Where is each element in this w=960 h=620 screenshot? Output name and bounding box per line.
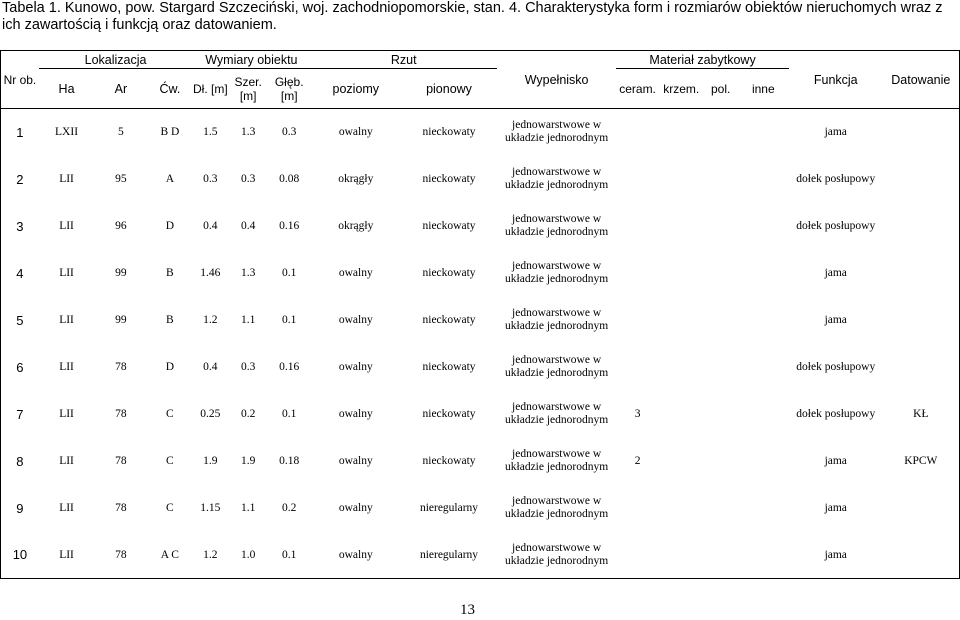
cell-dl: 0.25	[200, 408, 221, 420]
cell-cw: A C	[148, 532, 193, 579]
cell-inne	[738, 203, 789, 250]
cell-ceram	[616, 203, 659, 250]
cell-pionowy: nieckowaty	[422, 361, 476, 373]
cell-krzem	[659, 109, 704, 156]
cell-pionowy: nieckowaty	[422, 220, 476, 232]
cell-dl: 0.3	[203, 173, 218, 185]
col-header-pionowy: pionowy	[401, 69, 497, 109]
cell-poziomy: okrągły	[338, 220, 374, 232]
cell-ha: LII	[59, 314, 74, 326]
col-header-material: Materiał zabytkowy	[616, 51, 789, 69]
cell-nr: 3	[1, 203, 39, 250]
cell-ha: LII	[59, 173, 74, 185]
cell-szer: 0.3	[240, 361, 256, 373]
cell-dl: 0.4	[203, 220, 218, 232]
cell-pol	[704, 344, 738, 391]
cell-gleb: 0.08	[279, 173, 300, 185]
cell-wypelnisko: jednowarstwowe w układzie jednorodnym	[505, 260, 609, 285]
col-header-inne: inne	[738, 69, 789, 109]
cell-cw: A	[165, 173, 175, 185]
cell-szer: 0.4	[240, 220, 256, 232]
cell-dl: 1.2	[192, 532, 228, 579]
cell-ceram	[616, 109, 659, 156]
cell-krzem	[659, 485, 704, 532]
cell-ceram	[616, 250, 659, 297]
cell-inne	[738, 250, 789, 297]
cell-wypelnisko: jednowarstwowe w układzie jednorodnym	[505, 448, 609, 473]
cell-ar: 96	[115, 220, 127, 232]
col-header-ha: Ha	[39, 69, 94, 109]
cell-ha: LII	[59, 361, 74, 373]
cell-nr: 9	[1, 485, 39, 532]
cell-szer: 1.3	[240, 126, 256, 139]
cell-inne	[738, 156, 789, 203]
col-header-pol: pol.	[704, 69, 738, 109]
cell-cw: C	[166, 408, 174, 420]
cell-cw: C	[166, 455, 174, 467]
cell-datowanie	[883, 532, 960, 579]
cell-ha: LII	[39, 532, 94, 579]
cell-funkcja: jama	[824, 267, 847, 279]
cell-ar: 5	[117, 126, 124, 139]
table-row	[1, 156, 960, 203]
cell-szer: 1.0	[228, 532, 267, 579]
cell-pionowy: nieckowaty	[422, 455, 476, 467]
table-row	[1, 344, 960, 391]
cell-ceram	[616, 344, 659, 391]
cell-ceram	[616, 297, 659, 344]
cell-inne	[738, 485, 789, 532]
cell-gleb: 0.3	[282, 126, 297, 139]
cell-ceram	[616, 485, 659, 532]
cell-ha: LII	[59, 502, 74, 514]
cell-krzem	[659, 532, 704, 579]
table-row	[1, 109, 960, 156]
cell-dl: 1.9	[203, 455, 218, 467]
cell-inne	[738, 344, 789, 391]
cell-ha: LXII	[55, 126, 79, 139]
cell-datowanie	[883, 203, 960, 250]
table-caption: Tabela 1. Kunowo, pow. Stargard Szczeciński, woj. zachodniopomorskie, stan. 4. Charakterystyka form i rozmiarów obiektów nieruchomych wraz z ich zawartością i funkcją oraz datowaniem.	[2, 0, 943, 33]
table-row	[1, 250, 960, 297]
cell-datowanie	[883, 109, 960, 156]
cell-nr: 5	[1, 297, 39, 344]
table-row	[1, 532, 960, 579]
cell-ar: 78	[115, 455, 127, 467]
cell-datowanie	[883, 297, 960, 344]
cell-ar: 78	[115, 361, 127, 373]
cell-ar: 78	[94, 532, 147, 579]
cell-ceram	[616, 532, 659, 579]
col-header-szer: Szer. [m]	[228, 69, 267, 109]
header-row-1	[1, 51, 960, 69]
cell-poziomy: okrągły	[338, 173, 374, 185]
objects-table	[0, 50, 960, 579]
cell-dl: 1.2	[203, 314, 218, 326]
cell-datowanie: KPCW	[883, 438, 960, 485]
cell-ceram: 2	[634, 455, 641, 467]
cell-gleb: 0.16	[279, 220, 300, 232]
cell-dl: 0.4	[203, 361, 218, 373]
cell-ar: 99	[115, 314, 127, 326]
cell-funkcja: jama	[824, 455, 847, 467]
cell-poziomy: owalny	[338, 455, 373, 467]
cell-krzem	[659, 250, 704, 297]
cell-szer: 1.3	[240, 267, 256, 279]
cell-nr: 2	[1, 156, 39, 203]
cell-funkcja: dołek posłupowy	[796, 220, 876, 232]
cell-krzem	[659, 156, 704, 203]
cell-wypelnisko: jednowarstwowe w układzie jednorodnym	[505, 119, 609, 145]
cell-gleb: 0.16	[279, 361, 300, 373]
cell-pol	[704, 156, 738, 203]
cell-nr: 8	[1, 438, 39, 485]
cell-ha: LII	[59, 408, 74, 420]
cell-inne	[738, 438, 789, 485]
cell-krzem	[659, 438, 704, 485]
cell-poziomy: owalny	[338, 502, 373, 514]
col-header-poziomy: poziomy	[311, 69, 402, 109]
col-header-gleb: Głęb. [m]	[268, 69, 311, 109]
col-header-nr: Nr ob.	[1, 51, 39, 109]
cell-ceram: 3	[634, 408, 641, 420]
cell-poziomy: owalny	[338, 126, 373, 139]
cell-gleb: 0.1	[282, 314, 297, 326]
col-header-ar: Ar	[94, 69, 147, 109]
cell-krzem	[659, 391, 704, 438]
cell-dl: 1.46	[200, 267, 221, 279]
cell-pol	[704, 203, 738, 250]
cell-cw: B	[166, 267, 174, 279]
cell-pionowy: nieckowaty	[422, 314, 476, 326]
cell-pionowy: nieckowaty	[422, 126, 476, 139]
cell-wypelnisko: jednowarstwowe w układzie jednorodnym	[505, 166, 609, 191]
cell-wypelnisko: jednowarstwowe w układzie jednorodnym	[497, 532, 616, 579]
cell-funkcja: jama	[824, 502, 847, 514]
cell-poziomy: owalny	[338, 408, 373, 420]
cell-funkcja: dołek posłupowy	[796, 173, 876, 185]
cell-szer: 1.9	[240, 455, 256, 467]
col-header-krzem: krzem.	[659, 69, 704, 109]
cell-pol	[704, 532, 738, 579]
cell-pionowy: nieckowaty	[422, 173, 476, 185]
cell-funkcja: jama	[789, 532, 883, 579]
cell-ar: 95	[115, 173, 127, 185]
col-header-rzut: Rzut	[311, 51, 497, 69]
cell-pionowy: nieregularny	[401, 532, 497, 579]
cell-inne	[738, 532, 789, 579]
cell-pionowy: nieckowaty	[422, 408, 476, 420]
cell-ar: 78	[115, 502, 127, 514]
cell-pol	[704, 297, 738, 344]
cell-funkcja: dołek posłupowy	[796, 408, 876, 420]
table-row	[1, 297, 960, 344]
cell-dl: 1.15	[200, 502, 221, 514]
table-row	[1, 438, 960, 485]
cell-krzem	[659, 344, 704, 391]
cell-nr: 1	[1, 109, 39, 156]
cell-wypelnisko: jednowarstwowe w układzie jednorodnym	[505, 401, 609, 426]
cell-pol	[704, 485, 738, 532]
cell-ha: LII	[59, 267, 74, 279]
page-number: 13	[460, 602, 475, 618]
cell-ha: LII	[59, 455, 74, 467]
col-header-ceram: ceram.	[616, 69, 659, 109]
cell-pionowy: nieregularny	[419, 502, 479, 514]
col-header-wypelnisko: Wypełnisko	[497, 51, 616, 109]
cell-cw: C	[166, 502, 174, 514]
cell-datowanie	[883, 156, 960, 203]
table-row	[1, 203, 960, 250]
cell-gleb: 0.1	[282, 267, 297, 279]
cell-dl: 1.5	[203, 126, 218, 139]
cell-wypelnisko: jednowarstwowe w układzie jednorodnym	[505, 495, 609, 520]
cell-pol	[704, 438, 738, 485]
cell-ar: 78	[115, 408, 127, 420]
table-row	[1, 391, 960, 438]
cell-funkcja: jama	[824, 126, 847, 139]
cell-ha: LII	[59, 220, 74, 232]
cell-cw: B	[166, 314, 174, 326]
cell-gleb: 0.1	[282, 408, 297, 420]
cell-datowanie	[883, 485, 960, 532]
cell-funkcja: dołek posłupowy	[796, 361, 876, 373]
cell-poziomy: owalny	[338, 314, 373, 326]
cell-gleb: 0.1	[268, 532, 311, 579]
cell-pol	[704, 250, 738, 297]
cell-wypelnisko: jednowarstwowe w układzie jednorodnym	[505, 354, 609, 379]
cell-szer: 0.2	[240, 408, 256, 420]
cell-wypelnisko: jednowarstwowe w układzie jednorodnym	[505, 307, 609, 332]
cell-nr: 4	[1, 250, 39, 297]
cell-inne	[738, 297, 789, 344]
cell-nr: 7	[1, 391, 39, 438]
col-header-dl: Dł. [m]	[192, 69, 228, 109]
cell-krzem	[659, 297, 704, 344]
cell-poziomy: owalny	[338, 267, 373, 279]
cell-pol	[704, 109, 738, 156]
col-header-datowanie: Datowanie	[883, 51, 960, 109]
cell-cw: D	[165, 361, 175, 373]
cell-datowanie	[883, 250, 960, 297]
cell-gleb: 0.18	[279, 455, 300, 467]
cell-poziomy: owalny	[311, 532, 402, 579]
col-header-funkcja: Funkcja	[789, 51, 883, 109]
cell-szer: 0.3	[240, 173, 256, 185]
cell-datowanie: KŁ	[883, 391, 960, 438]
cell-inne	[738, 391, 789, 438]
cell-datowanie	[883, 344, 960, 391]
table-row	[1, 485, 960, 532]
col-header-lokalizacja: Lokalizacja	[39, 51, 192, 69]
cell-szer: 1.1	[240, 314, 256, 326]
cell-krzem	[659, 203, 704, 250]
cell-gleb: 0.2	[282, 502, 297, 514]
cell-pol	[704, 391, 738, 438]
cell-funkcja: jama	[824, 314, 847, 326]
cell-szer: 1.1	[240, 502, 256, 514]
cell-ar: 99	[115, 267, 127, 279]
cell-pionowy: nieckowaty	[422, 267, 476, 279]
cell-wypelnisko: jednowarstwowe w układzie jednorodnym	[505, 213, 609, 238]
cell-ceram	[616, 156, 659, 203]
cell-cw: B D	[160, 126, 180, 139]
cell-poziomy: owalny	[338, 361, 373, 373]
table-body	[1, 109, 960, 579]
cell-nr: 6	[1, 344, 39, 391]
cell-nr: 10	[1, 532, 39, 579]
col-header-cw: Ćw.	[148, 69, 193, 109]
col-header-wymiary: Wymiary obiektu	[192, 51, 310, 69]
cell-cw: D	[165, 220, 175, 232]
cell-inne	[738, 109, 789, 156]
